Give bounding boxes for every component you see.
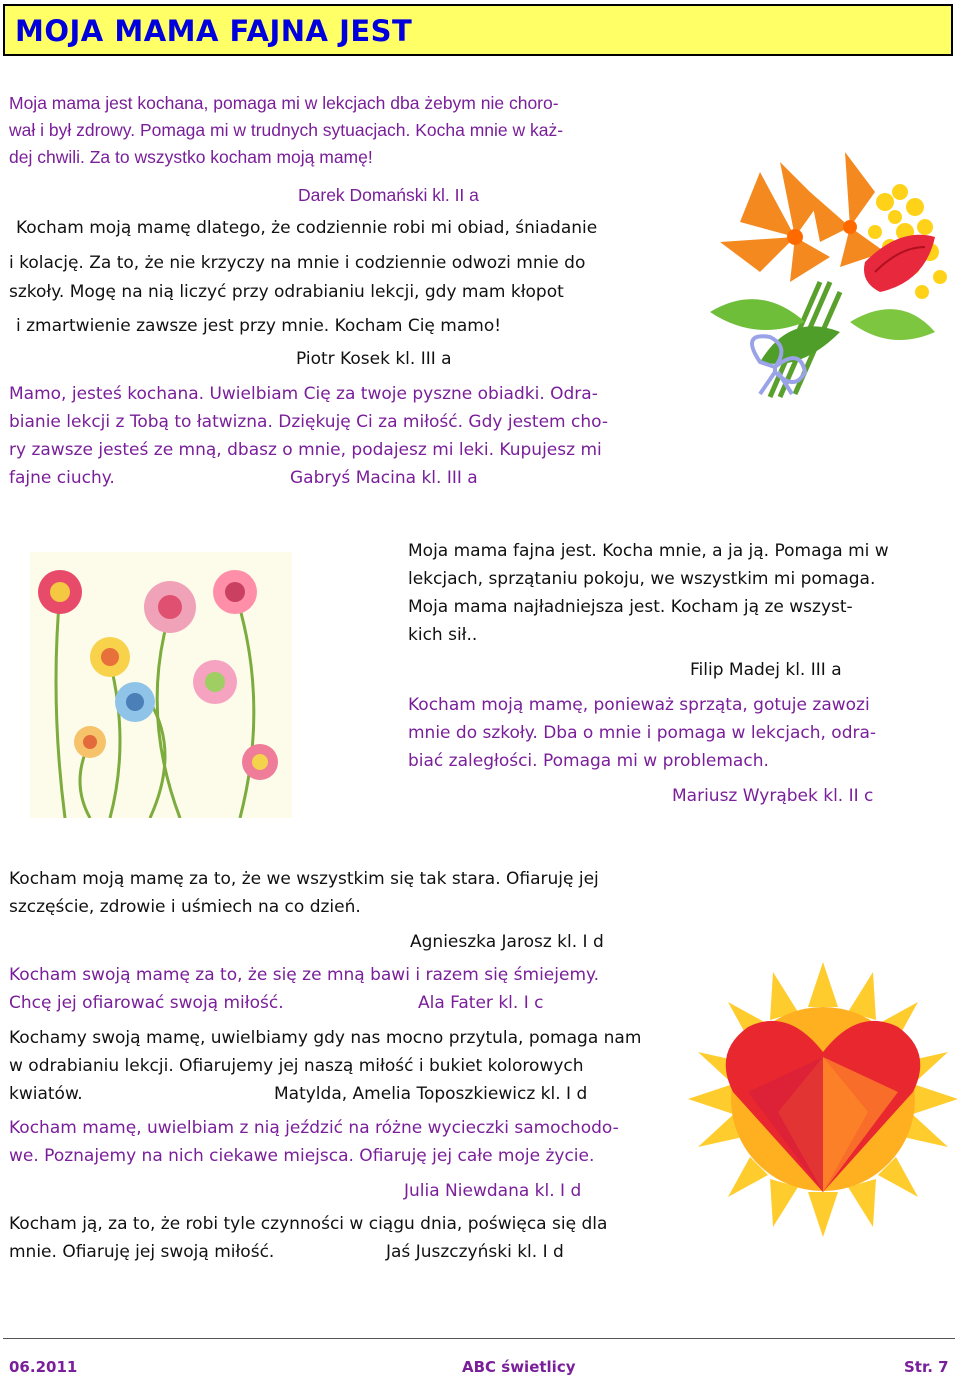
page-number: Str. 7	[904, 1358, 949, 1376]
text-line: szkoły. Mogę na nią liczyć przy odrabianiu lekcji, gdy mam kłopot	[9, 282, 564, 302]
stem-flowers-icon	[30, 552, 292, 818]
text-line: mnie do szkoły. Dba o mnie i pomaga w lekcjach, odra-	[408, 723, 877, 743]
author-signature: Gabryś Macina kl. III a	[290, 468, 478, 488]
author-signature: Agnieszka Jarosz kl. I d	[410, 932, 604, 952]
author-signature: Piotr Kosek kl. III a	[296, 349, 452, 369]
text-line: lekcjach, sprzątaniu pokoju, we wszystkim mi pomaga.	[408, 569, 876, 589]
text-line: i kolację. Za to, że nie krzyczy na mnie i codziennie odwozi mnie do	[9, 253, 586, 273]
title-banner	[3, 4, 953, 56]
text-line: Kocham moją mamę, ponieważ sprząta, gotuje zawozi	[408, 695, 870, 715]
author-signature: Matylda, Amelia Toposzkiewicz kl. I d	[274, 1084, 588, 1104]
footer-date: 06.2011	[9, 1358, 78, 1376]
text-line: mnie. Ofiaruję jej swoją miłość.	[9, 1242, 275, 1262]
author-signature: Jaś Juszczyński kl. I d	[386, 1242, 564, 1262]
page-title: MOJA MAMA FAJNA JEST	[15, 14, 413, 48]
text-line: szczęście, zdrowie i uśmiech na co dzień.	[9, 897, 361, 917]
flower-bouquet-icon	[700, 132, 955, 400]
heart-sun-icon	[688, 962, 958, 1237]
text-line: fajne ciuchy.	[9, 468, 115, 488]
text-line: dej chwili. Za to wszystko kocham moją mamę!	[9, 147, 373, 167]
text-line: Moja mama fajna jest. Kocha mnie, a ja ją. Pomaga mi w	[408, 541, 889, 561]
text-line: Chcę jej ofiarować swoją miłość.	[9, 993, 284, 1013]
text-line: ry zawsze jesteś ze mną, dbasz o mnie, podajesz mi leki. Kupujesz mi	[9, 440, 602, 460]
text-line: biać zaległości. Pomaga mi w problemach.	[408, 751, 769, 771]
text-line: wał i był zdrowy. Pomaga mi w trudnych sytuacjach. Kocha mnie w każ-	[9, 120, 564, 140]
text-line: w odrabianiu lekcji. Ofiarujemy jej naszą miłość i bukiet kolorowych	[9, 1056, 584, 1076]
author-signature: Filip Madej kl. III a	[690, 660, 842, 680]
text-line: i zmartwienie zawsze jest przy mnie. Kocham Cię mamo!	[16, 316, 502, 336]
footer-title: ABC świetlicy	[462, 1358, 576, 1376]
text-line: we. Poznajemy na nich ciekawe miejsca. Ofiaruję jej całe moje życie.	[9, 1146, 595, 1166]
footer-divider	[3, 1338, 955, 1339]
author-signature: Ala Fater kl. I c	[418, 993, 544, 1013]
text-line: Moja mama najładniejsza jest. Kocham ją ze wszyst-	[408, 597, 853, 617]
text-line: Kocham swoją mamę za to, że się ze mną bawi i razem się śmiejemy.	[9, 965, 600, 985]
author-signature: Julia Niewdana kl. I d	[404, 1181, 582, 1201]
text-line: Kocham moją mamę dlatego, że codziennie robi mi obiad, śniadanie	[16, 218, 598, 238]
text-line: kwiatów.	[9, 1084, 83, 1104]
text-line: kich sił..	[408, 625, 478, 645]
text-line: Kocham moją mamę za to, że we wszystkim się tak stara. Ofiaruję jej	[9, 869, 599, 889]
text-line: bianie lekcji z Tobą to łatwizna. Dziękuję Ci za miłość. Gdy jestem cho-	[9, 412, 608, 432]
author-signature: Darek Domański kl. II a	[298, 185, 479, 205]
text-line: Kocham ją, za to, że robi tyle czynności w ciągu dnia, poświęca się dla	[9, 1214, 608, 1234]
text-line: Moja mama jest kochana, pomaga mi w lekcjach dba żebym nie choro-	[9, 93, 559, 113]
text-line: Kocham mamę, uwielbiam z nią jeździć na różne wycieczki samochodo-	[9, 1118, 619, 1138]
author-signature: Mariusz Wyrąbek kl. II c	[672, 786, 874, 806]
text-line: Mamo, jesteś kochana. Uwielbiam Cię za twoje pyszne obiadki. Odra-	[9, 384, 598, 404]
text-line: Kochamy swoją mamę, uwielbiamy gdy nas mocno przytula, pomaga nam	[9, 1028, 642, 1048]
